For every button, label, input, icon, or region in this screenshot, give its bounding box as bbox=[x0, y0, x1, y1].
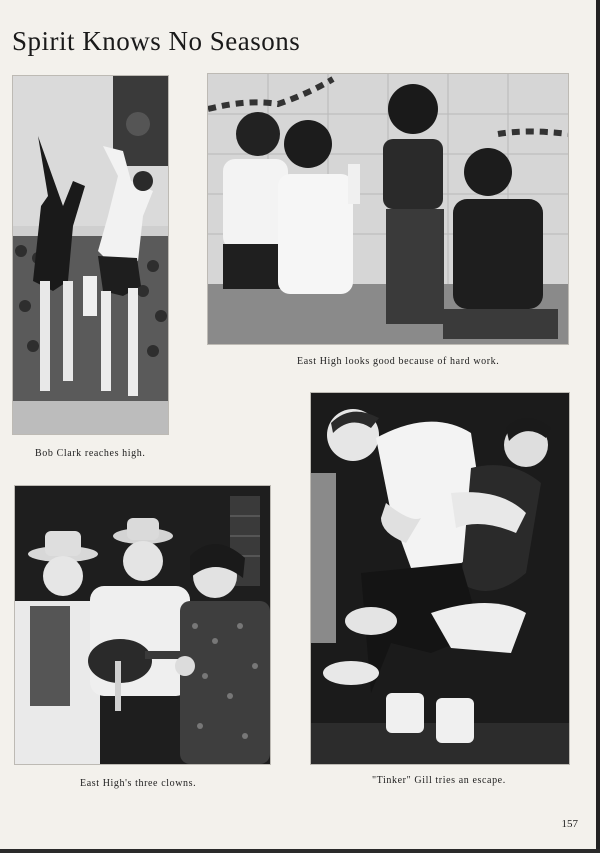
page-bottom-edge bbox=[0, 849, 600, 853]
clowns-caption: East High's three clowns. bbox=[80, 778, 197, 789]
basketball-caption: Bob Clark reaches high. bbox=[35, 448, 146, 459]
page-title: Spirit Knows No Seasons bbox=[12, 26, 301, 56]
decorating-caption: East High looks good because of hard work. bbox=[297, 356, 500, 367]
wrestling-caption: "Tinker" Gill tries an escape. bbox=[372, 775, 506, 786]
clowns-photo bbox=[15, 486, 270, 764]
wrestling-photo bbox=[311, 393, 569, 764]
clowns-photo-image bbox=[15, 486, 270, 764]
page-spine-edge bbox=[596, 0, 600, 853]
page-number: 157 bbox=[561, 818, 578, 830]
decorating-photo bbox=[208, 74, 568, 344]
basketball-photo bbox=[13, 76, 168, 434]
basketball-photo-image bbox=[13, 76, 168, 434]
decorating-photo-image bbox=[208, 74, 568, 344]
wrestling-photo-image bbox=[311, 393, 569, 764]
